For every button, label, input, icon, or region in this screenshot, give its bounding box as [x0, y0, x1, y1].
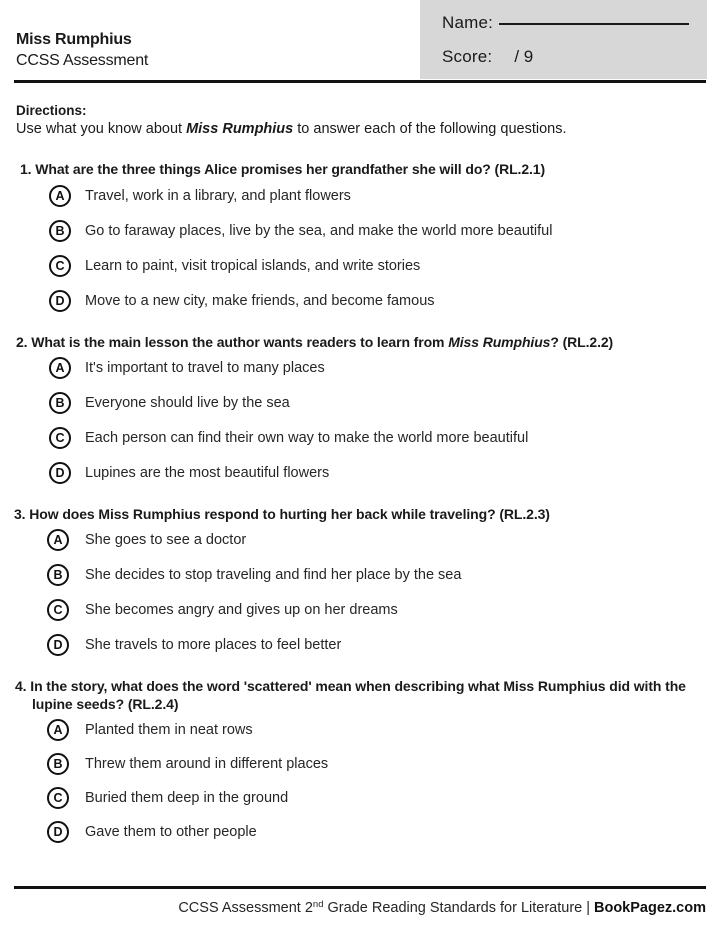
- page-subtitle: CCSS Assessment: [16, 52, 149, 69]
- option-label: Everyone should live by the sea: [85, 395, 290, 411]
- question-4: [0, 677, 720, 855]
- option-label: She goes to see a doctor: [85, 532, 247, 548]
- option-label: It's important to travel to many places: [85, 360, 325, 376]
- name-label: Name:: [442, 13, 494, 32]
- footer-text-before: CCSS Assessment 2: [178, 900, 313, 916]
- question-4-stem: [15, 677, 698, 713]
- question-1-stem: [20, 160, 698, 178]
- option-label: She decides to stop traveling and find her place by the sea: [85, 567, 462, 583]
- name-write-line[interactable]: [499, 23, 689, 25]
- question-1-text: What are the three things Alice promises her grandfather she will do? (RL.2.1): [35, 161, 546, 177]
- option-row[interactable]: [0, 185, 720, 220]
- option-row[interactable]: [0, 357, 720, 392]
- score-label: Score:: [442, 47, 493, 66]
- option-row[interactable]: [0, 564, 720, 599]
- question-2-stem: [16, 333, 698, 351]
- option-label: Threw them around in different places: [85, 756, 329, 772]
- option-label: Move to a new city, make friends, and become famous: [85, 293, 435, 309]
- footer-brand-link[interactable]: BookPagez.com: [594, 900, 706, 916]
- bubble-c-icon[interactable]: C: [47, 599, 69, 621]
- bubble-a-icon[interactable]: A: [49, 357, 71, 379]
- question-3-stem: [14, 505, 698, 523]
- page-title: Miss Rumphius: [16, 31, 132, 48]
- bubble-b-icon[interactable]: B: [49, 220, 71, 242]
- option-label: Lupines are the most beautiful flowers: [85, 465, 330, 481]
- option-row[interactable]: [0, 599, 720, 634]
- question-1: [0, 160, 720, 325]
- question-1-options: [0, 185, 720, 325]
- bubble-d-icon[interactable]: D: [49, 462, 71, 484]
- option-label: Gave them to other people: [85, 824, 257, 840]
- option-label: She travels to more places to feel better: [85, 637, 342, 653]
- option-row[interactable]: [0, 634, 720, 669]
- question-2-book-title: Miss Rumphius: [448, 334, 551, 350]
- option-row[interactable]: [0, 462, 720, 497]
- title-block: [16, 30, 148, 71]
- question-4-text: In the story, what does the word 'scattered' mean when describing what Miss Rumphius did with the lupine seeds? (RL.2.4): [30, 678, 686, 712]
- option-row[interactable]: [0, 392, 720, 427]
- bubble-d-icon[interactable]: D: [47, 634, 69, 656]
- score-row: [442, 47, 533, 67]
- option-label: Go to faraway places, live by the sea, and make the world more beautiful: [85, 223, 553, 239]
- bubble-a-icon[interactable]: A: [49, 185, 71, 207]
- page-header: [0, 0, 720, 84]
- name-score-box: [420, 0, 707, 79]
- directions-label: Directions:: [16, 103, 87, 118]
- bubble-b-icon[interactable]: B: [49, 392, 71, 414]
- footer-text: [178, 895, 706, 918]
- bubble-c-icon[interactable]: C: [49, 427, 71, 449]
- option-label: Buried them deep in the ground: [85, 790, 289, 806]
- question-1-number: 1.: [20, 161, 32, 177]
- option-row[interactable]: [0, 821, 720, 855]
- directions-text-before: Use what you know about: [16, 121, 187, 137]
- option-row[interactable]: [0, 220, 720, 255]
- question-2-options: [0, 357, 720, 497]
- directions-block: [16, 102, 706, 139]
- bubble-d-icon[interactable]: D: [47, 821, 69, 843]
- bubble-d-icon[interactable]: D: [49, 290, 71, 312]
- bubble-b-icon[interactable]: B: [47, 564, 69, 586]
- header-divider: [14, 80, 706, 83]
- footer-separator: |: [586, 900, 590, 916]
- question-4-options: [0, 719, 720, 855]
- bubble-a-icon[interactable]: A: [47, 529, 69, 551]
- option-label: She becomes angry and gives up on her dreams: [85, 602, 398, 618]
- option-row[interactable]: [0, 427, 720, 462]
- option-label: Planted them in neat rows: [85, 722, 253, 738]
- footer-divider: [14, 886, 706, 889]
- bubble-c-icon[interactable]: C: [49, 255, 71, 277]
- questions-list: [0, 160, 720, 863]
- footer-text-after: Grade Reading Standards for Literature: [323, 900, 583, 916]
- question-3-options: [0, 529, 720, 669]
- question-2-text-after: ? (RL.2.2): [550, 334, 614, 350]
- option-label: Each person can find their own way to make the world more beautiful: [85, 430, 529, 446]
- bubble-c-icon[interactable]: C: [47, 787, 69, 809]
- footer-ordinal-suffix: nd: [312, 899, 324, 910]
- page-footer: [0, 886, 720, 932]
- name-row: [442, 13, 689, 33]
- option-row[interactable]: [0, 787, 720, 821]
- option-label: Travel, work in a library, and plant flowers: [85, 188, 351, 204]
- question-2: [0, 333, 720, 497]
- score-value[interactable]: / 9: [514, 47, 534, 66]
- question-3: [0, 505, 720, 669]
- option-row[interactable]: [0, 529, 720, 564]
- bubble-a-icon[interactable]: A: [47, 719, 69, 741]
- option-label: Learn to paint, visit tropical islands, and write stories: [85, 258, 421, 274]
- bubble-b-icon[interactable]: B: [47, 753, 69, 775]
- option-row[interactable]: [0, 290, 720, 325]
- question-4-number: 4.: [15, 678, 27, 694]
- question-3-text: How does Miss Rumphius respond to hurting her back while traveling? (RL.2.3): [29, 506, 550, 522]
- question-3-number: 3.: [14, 506, 26, 522]
- option-row[interactable]: [0, 255, 720, 290]
- option-row[interactable]: [0, 719, 720, 753]
- directions-book-title: Miss Rumphius: [186, 121, 294, 137]
- question-2-number: 2.: [16, 334, 28, 350]
- option-row[interactable]: [0, 753, 720, 787]
- directions-text-after: to answer each of the following questions.: [293, 121, 567, 137]
- question-2-text-before: What is the main lesson the author wants readers to learn from: [31, 334, 449, 350]
- directions-text: [16, 120, 706, 139]
